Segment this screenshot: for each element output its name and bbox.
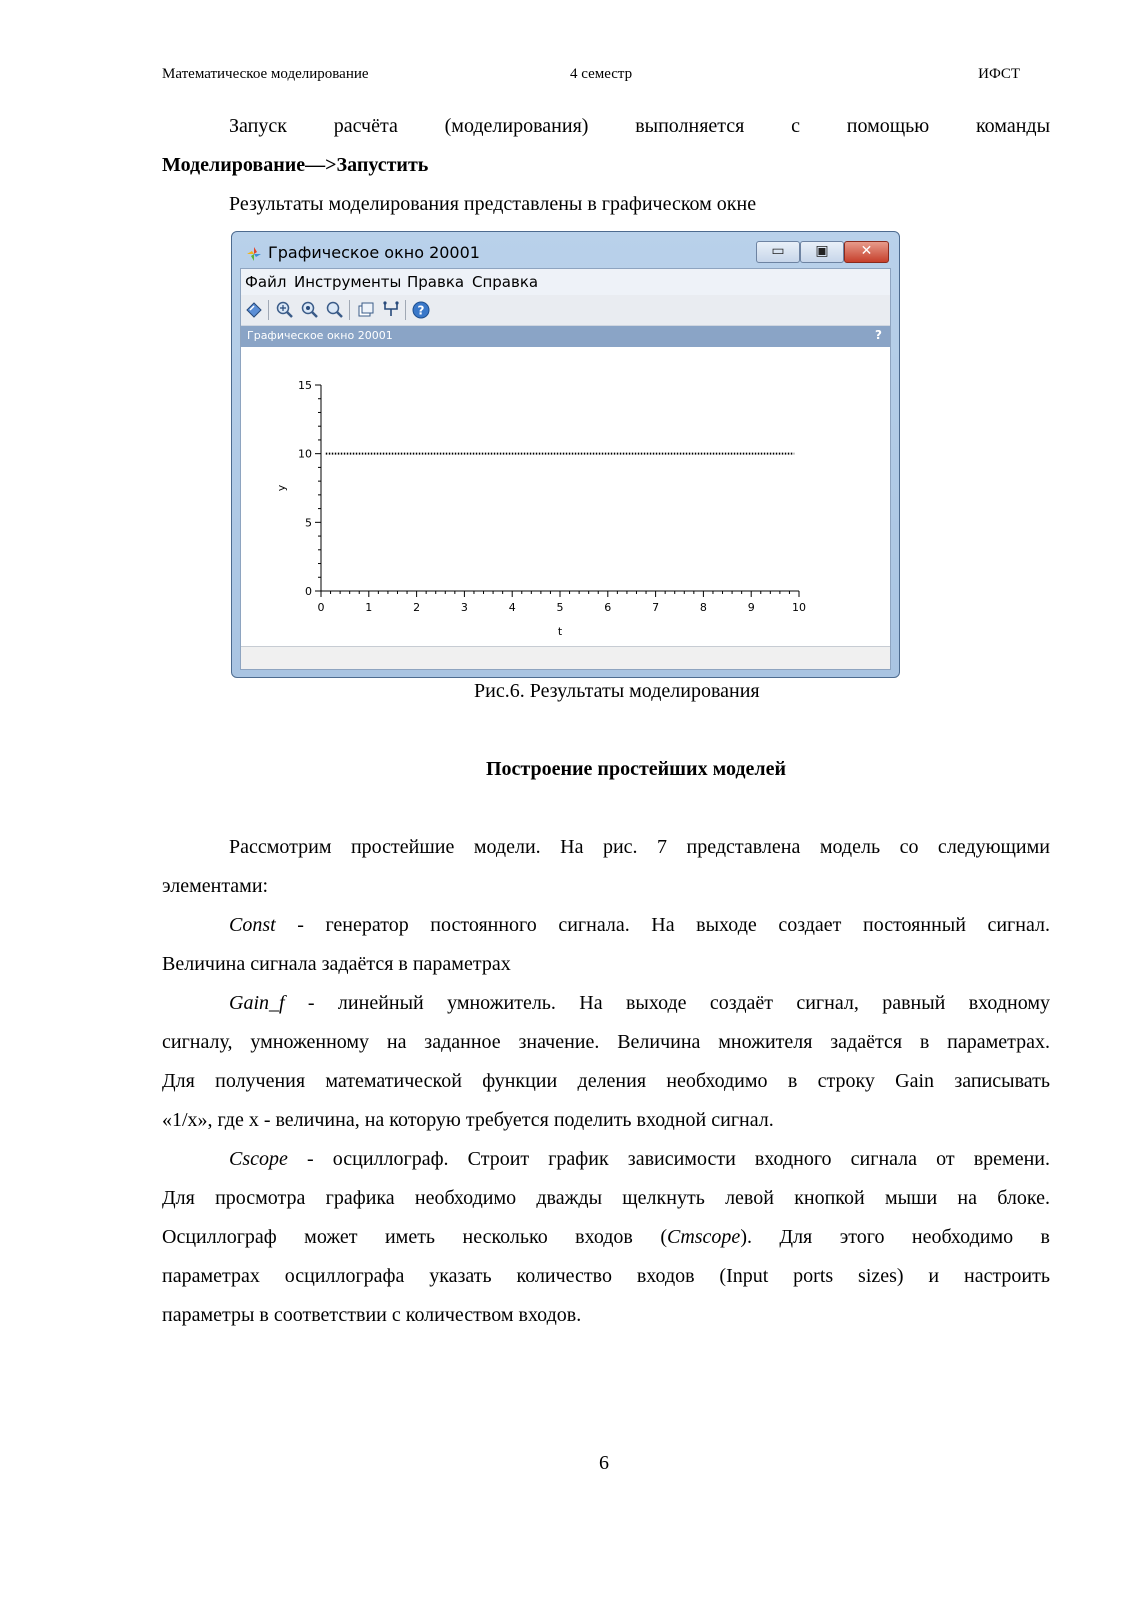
toolbar-separator	[268, 300, 269, 320]
window-client-area	[240, 268, 891, 670]
rotate-icon[interactable]	[356, 300, 376, 320]
figure-caption: Рис.6. Результаты моделирования	[474, 680, 760, 702]
menu-help[interactable]: Справка	[472, 273, 539, 291]
axes-title-bar	[241, 326, 890, 347]
p4-line-5: параметры в соответствии с количеством входов.	[162, 1304, 582, 1326]
x-tick-label: 10	[792, 601, 806, 614]
x-tick-label: 5	[556, 601, 564, 614]
header-semester: 4 семестр	[570, 66, 633, 82]
term-gain-f: Gain_f	[229, 992, 285, 1014]
y-tick-label: 5	[305, 516, 312, 530]
intro-line-1	[162, 107, 1050, 146]
minimize-button[interactable]	[756, 241, 800, 263]
x-tick-label: 7	[652, 601, 660, 614]
x-tick-label: 2	[413, 601, 421, 614]
p3-line-4: «1/x», где x - величина, на которую требуется поделить входной сигнал.	[162, 1109, 774, 1131]
x-tick-label: 3	[460, 601, 468, 614]
intro-word: выполняется	[635, 115, 745, 137]
graphic-window	[231, 231, 900, 678]
results-line: Результаты моделирования представлены в графическом окне	[229, 193, 757, 215]
x-tick-label: 8	[699, 601, 707, 614]
x-tick-label: 9	[747, 601, 755, 614]
p4-line-3	[162, 1218, 1050, 1257]
scilab-app-icon	[246, 246, 262, 262]
p3-line-2: сигналу, умноженному на заданное значение. Величина множителя задаётся в параметрах.	[162, 1031, 1050, 1053]
svg-text:?: ?	[417, 303, 425, 318]
p3-line-1-rest: - линейный умножитель. На выходе создаёт сигнал, равный входному	[284, 992, 1050, 1014]
header-course: Математическое моделирование	[162, 66, 369, 82]
term-cscope: Cscope	[229, 1148, 288, 1170]
x-tick-label: 0	[317, 601, 325, 614]
zoom-icon[interactable]	[275, 300, 295, 320]
help-icon[interactable]	[411, 300, 431, 320]
page-header	[162, 66, 1020, 86]
p2-line-1	[162, 906, 1050, 945]
intro-paragraph	[162, 107, 1050, 224]
x-tick-label: 1	[365, 601, 373, 614]
intro-word: (моделирования)	[444, 115, 589, 137]
p4-line-1	[162, 1140, 1050, 1179]
intro-word: Запуск	[229, 115, 287, 137]
axes-title: Графическое окно 20001	[247, 329, 393, 342]
y-tick-label: 15	[298, 379, 312, 392]
menu-edit[interactable]: Правка	[407, 273, 465, 291]
section-title: Построение простейших моделей	[486, 758, 786, 780]
zoom-reset-icon[interactable]	[300, 300, 320, 320]
menu-bar	[241, 269, 890, 295]
intro-line-2	[162, 146, 1050, 185]
y-axis-label: y	[275, 484, 288, 492]
command-name: Моделирование—>Запустить	[162, 154, 429, 176]
menu-file[interactable]: Файл	[245, 273, 287, 291]
status-bar	[241, 646, 890, 669]
x-axis-label: t	[557, 625, 563, 638]
menu-tools[interactable]: Инструменты	[294, 273, 402, 291]
body-paragraph-cscope	[162, 1140, 1050, 1335]
p3-line-1	[162, 984, 1050, 1023]
p1-line-1: Рассмотрим простейшие модели. На рис. 7 представлена модель со следующими	[229, 836, 1050, 858]
header-institute: ИФСТ	[978, 66, 1020, 82]
window-title: Графическое окно 20001	[268, 243, 480, 262]
p3-line-3: Для получения математической функции деления необходимо в строку Gain записывать	[162, 1070, 1050, 1092]
p4-line-1-rest: - осциллограф. Строит график зависимости входного сигнала от времени.	[287, 1148, 1050, 1170]
chart-svg	[241, 347, 890, 647]
graph-icon[interactable]	[381, 300, 401, 320]
toolbar-separator	[405, 300, 406, 320]
term-cmscope: Cmscope	[666, 1226, 741, 1248]
intro-word: команды	[975, 115, 1051, 137]
intro-word: расчёта	[333, 115, 398, 137]
datatip-icon[interactable]	[244, 300, 264, 320]
magnify-icon[interactable]	[325, 300, 345, 320]
term-const: Const	[229, 914, 276, 936]
axes-help-icon[interactable]: ?	[875, 328, 882, 342]
p4-line-4: параметрах осциллографа указать количество входов (Input ports sizes) и настроить	[162, 1265, 1050, 1287]
intro-word: с	[791, 115, 800, 137]
toolbar	[241, 295, 890, 326]
x-tick-label: 6	[604, 601, 612, 614]
close-button[interactable]	[844, 241, 889, 263]
minimize-icon: ▭	[771, 243, 785, 259]
y-tick-label: 0	[305, 585, 312, 598]
p1-line-2: элементами:	[162, 875, 269, 897]
close-icon: ✕	[860, 243, 873, 259]
toolbar-separator	[349, 300, 350, 320]
page-number: 6	[599, 1452, 609, 1474]
p4-line-2: Для просмотра графика необходимо дважды щелкнуть левой кнопкой мыши на блоке.	[162, 1187, 1050, 1209]
body-paragraph-const	[162, 906, 1050, 984]
p4-line-3-a: Осциллограф может иметь несколько входов (	[162, 1226, 667, 1248]
plot-area	[241, 347, 890, 647]
y-tick-label: 10	[298, 447, 312, 461]
p4-line-3-b: ). Для этого необходимо в	[740, 1226, 1050, 1248]
x-tick-label: 4	[508, 601, 516, 614]
intro-word: помощью	[846, 115, 930, 137]
body-paragraph-1	[162, 828, 1050, 906]
p2-line-2: Величина сигнала задаётся в параметрах	[162, 953, 511, 975]
p2-line-1-rest: - генератор постоянного сигнала. На выходе создает постоянный сигнал.	[275, 914, 1050, 936]
body-paragraph-gain	[162, 984, 1050, 1140]
maximize-icon: ▣	[815, 243, 829, 259]
maximize-button[interactable]	[800, 241, 844, 263]
